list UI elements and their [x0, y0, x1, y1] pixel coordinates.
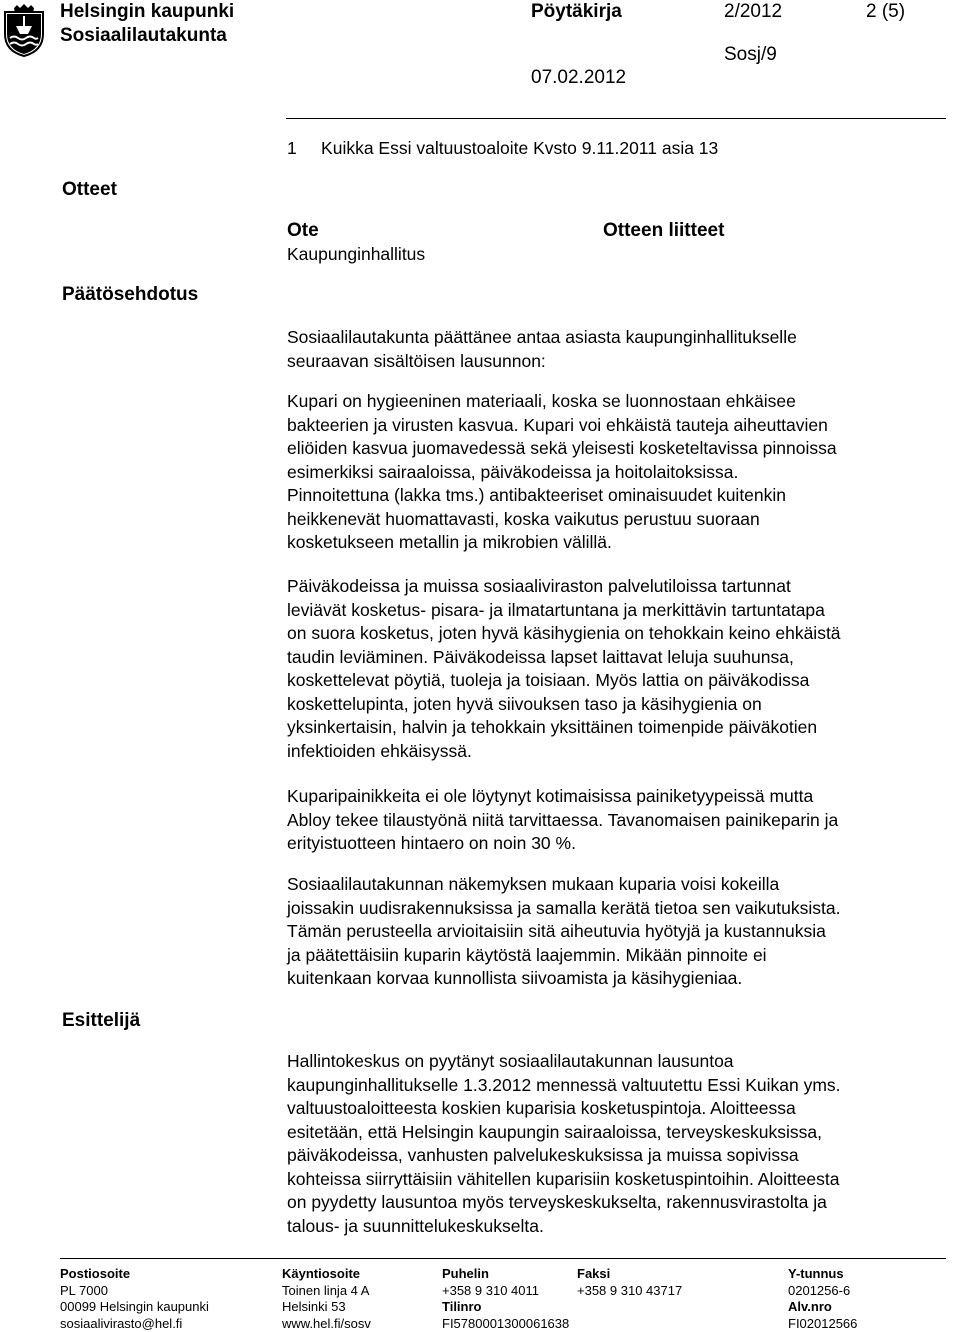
excerpt-recipient: Kaupunginhallitus — [287, 244, 426, 264]
footer-value: 00099 Helsingin kaupunki — [60, 1299, 209, 1314]
text-line: talous- ja suunnittelukeskukselta. — [287, 1215, 544, 1236]
footer-divider — [60, 1258, 946, 1259]
text-line: Sosiaalilautakunnan näkemyksen mukaan kuparia voisi kokeilla — [287, 874, 780, 894]
footer-value: FI5780001300061638 — [442, 1315, 570, 1331]
footer-label: Faksi — [577, 1266, 611, 1281]
text-line: esitetään, että Helsingin kaupungin sairaaloissa, terveyskeskuksissa, — [287, 1121, 823, 1142]
text-line: Kupari on hygieeninen materiaali, koska se luonnostaan ehkäisee — [287, 391, 796, 411]
footer-postal-address — [60, 1266, 209, 1332]
paragraph-board-view — [287, 873, 947, 991]
text-line: heikkenevät huomattavasti, koska vaikutus perustuu suoraan — [287, 508, 760, 529]
text-line: on suora kosketus, joten hyvä käsihygienia on tehokkain keino ehkäistä — [287, 623, 841, 643]
text-line: Tämän perusteella arvioitaisiin sitä aiheutuvia hyötyjä ja kustannuksia — [287, 921, 826, 941]
label-otteet: Otteet — [62, 179, 117, 200]
header-doc-type: Pöytäkirja — [531, 1, 622, 22]
text-line: Hallintokeskus on pyytänyt sosiaalilautakunnan lausuntoa — [287, 1051, 734, 1071]
paragraph-daycare-hygiene — [287, 575, 947, 763]
text-line: taudin leviäminen. Päiväkodeissa lapset laittavat leluja suuhunsa, — [287, 646, 794, 667]
footer-value: +358 9 310 4011 — [442, 1282, 539, 1298]
footer-value: 0201256-6 — [788, 1282, 851, 1298]
header-board: Sosiaalilautakunta — [60, 25, 227, 46]
text-line: seuraavan sisältöisen lausunnon: — [287, 350, 546, 371]
footer-label: Tilinro — [442, 1299, 482, 1314]
text-line: valtuustoaloitteesta koskien kuparisia kosketuspintoja. Aloitteessa — [287, 1098, 796, 1118]
text-line: päiväkodeissa, vanhusten palvelukeskuksissa ja muissa sopivissa — [287, 1145, 799, 1165]
text-line: Sosiaalilautakunta päättänee antaa asiasta kaupunginhallitukselle — [287, 327, 797, 347]
header-city: Helsingin kaupunki — [60, 1, 235, 22]
paragraph-copper-handles — [287, 785, 947, 856]
label-ote: Ote — [287, 220, 319, 241]
text-line: joissakin uudisrakennuksissa ja samalla kerätä tietoa sen vaikutuksista. — [287, 897, 841, 918]
proposal-intro — [287, 326, 947, 373]
text-line: leviävät kosketus- pisara- ja ilmatartuntana ja merkittävin tartuntatapa — [287, 599, 825, 620]
paragraph-copper-properties — [287, 390, 947, 555]
text-line: koskettelupinta, joten hyvä siivouksen taso ja käsihygienia on — [287, 693, 762, 714]
text-line: kuitenkaan korvaa kunnollista siivoamista ja käsihygieniaa. — [287, 968, 743, 988]
header-date: 07.02.2012 — [531, 67, 627, 88]
footer-visiting-address — [282, 1266, 371, 1332]
footer-business-id — [788, 1266, 857, 1332]
label-esittelija: Esittelijä — [62, 1010, 141, 1031]
footer-label: Käyntiosoite — [282, 1266, 361, 1281]
header-divider — [286, 118, 946, 119]
header-organization — [60, 0, 234, 48]
label-paatosehdotus: Päätösehdotus — [62, 284, 199, 305]
text-line: Kuparipainikkeita ei ole löytynyt kotimaisissa painiketyypeissä mutta — [287, 786, 814, 806]
paragraph-presenter-background — [287, 1050, 947, 1238]
text-line: kohteissa siirryttäisiin vähitellen kuparisiin kosketuspintoihin. Aloitteesta — [287, 1168, 840, 1189]
footer-value: Helsinki 53 — [282, 1299, 346, 1314]
footer-website-link[interactable]: www.hel.fi/sosv — [282, 1315, 371, 1331]
label-otteen-liitteet: Otteen liitteet — [603, 220, 725, 241]
footer-phone-account — [442, 1266, 569, 1332]
text-line: Päiväkodeissa ja muissa sosiaaliviraston palvelutiloissa tartunnat — [287, 576, 791, 596]
footer-label: Puhelin — [442, 1266, 489, 1281]
text-line: on pyydetty lausuntoa myös terveyskeskukselta, rakennusvirastolta ja — [287, 1192, 827, 1212]
footer-value: FI02012566 — [788, 1315, 858, 1331]
text-line: Pinnoitettuna (lakka tms.) antibakteeriset ominaisuudet kuitenkin — [287, 485, 787, 505]
header-reference: Sosj/9 — [724, 44, 777, 65]
header-page-number: 2 (5) — [866, 1, 906, 22]
footer-value: +358 9 310 43717 — [577, 1282, 683, 1298]
footer-fax — [577, 1266, 682, 1299]
text-line: infektioiden ehkäisyssä. — [287, 740, 472, 761]
text-line: koskettelevat pöytiä, tuoleja ja toisiaan. Myös lattia on päiväkodissa — [287, 670, 810, 690]
text-line: bakteerien ja virusten kasvua. Kupari voi ehkäistä tauteja aiheuttavien — [287, 414, 828, 435]
text-line: ja päätettäisiin kuparin käytöstä laajemmin. Mikään pinnoite ei — [287, 944, 767, 965]
text-line: yksinkertaisin, halvin ja tehokkain yksittäinen toimenpide päiväkotien — [287, 717, 818, 737]
text-line: erityistuotteen hintaero on noin 30 %. — [287, 833, 576, 853]
helsinki-crest-logo — [2, 4, 46, 58]
item-title: 1 Kuikka Essi valtuustoaloite Kvsto 9.11.2011 asia 13 — [287, 138, 719, 158]
footer-email-link[interactable]: sosiaalivirasto@hel.fi — [60, 1315, 183, 1331]
text-line: eliöiden kasvua juomavedessä sekä yleisesti kosketeltavissa pinnoissa — [287, 438, 837, 458]
text-line: kaupunginhallitukselle 1.3.2012 mennessä valtuutettu Essi Kuikan yms. — [287, 1074, 841, 1095]
header-doc-number: 2/2012 — [724, 1, 783, 22]
footer-value: Toinen linja 4 A — [282, 1282, 370, 1298]
text-line: kosketukseen metallin ja mikrobien välillä. — [287, 532, 612, 552]
text-line: Abloy tekee tilaustyönä niitä tarvittaessa. Tavanomaisen painikeparin ja — [287, 809, 839, 830]
footer-value: PL 7000 — [60, 1282, 108, 1298]
footer-label: Alv.nro — [788, 1299, 832, 1314]
text-line: esimerkiksi sairaaloissa, päiväkodeissa ja hoitolaitoksissa. — [287, 461, 739, 482]
footer-label: Postiosoite — [60, 1266, 131, 1281]
footer-label: Y-tunnus — [788, 1266, 844, 1281]
